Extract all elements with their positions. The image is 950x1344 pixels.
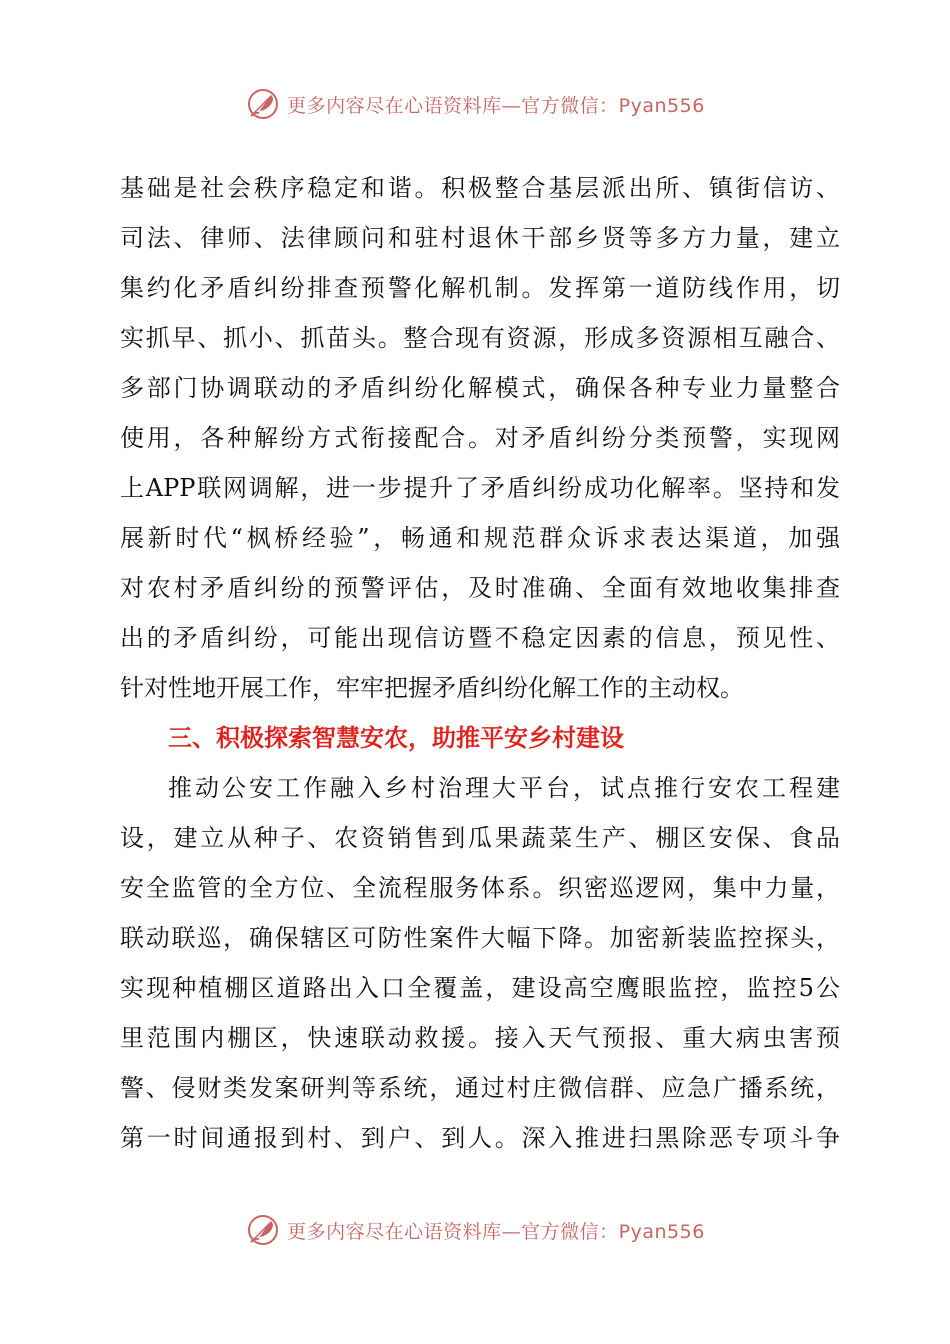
text-line: 警、侵财类发案研判等系统，通过村庄微信群、应急广播系统，	[120, 1074, 840, 1102]
text-line: 联动联巡，确保辖区可防性案件大幅下降。加密新装监控探头，	[120, 924, 840, 952]
text-line: 使用，各种解纷方式衔接配合。对矛盾纠纷分类预警，实现网	[120, 424, 840, 452]
watermark-wechat-id: Pyan556	[618, 94, 705, 117]
text-line: 安全监管的全方位、全流程服务体系。织密巡逻网，集中力量，	[120, 874, 840, 902]
text-line: 实现种植棚区道路出入口全覆盖，建设高空鹰眼监控，监控5公	[120, 974, 840, 1002]
watermark-text: 更多内容尽在心语资料库—官方微信：Pyan556	[287, 1220, 705, 1243]
text-line: 集约化矛盾纠纷排查预警化解机制。发挥第一道防线作用，切	[120, 274, 840, 302]
quill-logo-icon	[245, 1212, 281, 1248]
text-line: 对农村矛盾纠纷的预警评估，及时准确、全面有效地收集排查	[120, 574, 840, 602]
text-line: 推动公安工作融入乡村治理大平台，试点推行安农工程建	[168, 774, 840, 802]
text-line: 司法、律师、法律顾问和驻村退休干部乡贤等多方力量，建立	[120, 224, 840, 252]
text-line: 上APP联网调解，进一步提升了矛盾纠纷成功化解率。坚持和发	[120, 474, 840, 502]
paragraph-1	[120, 163, 840, 713]
text-line: 多部门协调联动的矛盾纠纷化解模式，确保各种专业力量整合	[120, 374, 840, 402]
footer-watermark	[0, 1210, 950, 1250]
watermark-text: 更多内容尽在心语资料库—官方微信：Pyan556	[287, 94, 705, 117]
text-line: 第一时间通报到村、到户、到人。深入推进扫黑除恶专项斗争	[120, 1124, 840, 1152]
text-line: 里范围内棚区，快速联动救援。接入天气预报、重大病虫害预	[120, 1024, 840, 1052]
quill-logo-icon	[245, 86, 281, 122]
text-line: 展新时代“枫桥经验”，畅通和规范群众诉求表达渠道，加强	[120, 524, 840, 552]
section-heading-3: 三、积极探索智慧安农，助推平安乡村建设	[168, 724, 624, 752]
text-line: 设，建立从种子、农资销售到瓜果蔬菜生产、棚区安保、食品	[120, 824, 840, 852]
document-body	[120, 163, 840, 1163]
text-line: 针对性地开展工作，牢牢把握矛盾纠纷化解工作的主动权。	[120, 674, 744, 702]
watermark-wechat-id: Pyan556	[618, 1220, 705, 1243]
text-line: 出的矛盾纠纷，可能出现信访暨不稳定因素的信息，预见性、	[120, 624, 840, 652]
header-watermark	[0, 84, 950, 124]
text-line: 实抓早、抓小、抓苗头。整合现有资源，形成多资源相互融合、	[120, 324, 840, 352]
text-line: 基础是社会秩序稳定和谐。积极整合基层派出所、镇街信访、	[120, 174, 840, 202]
paragraph-2	[120, 763, 840, 1163]
